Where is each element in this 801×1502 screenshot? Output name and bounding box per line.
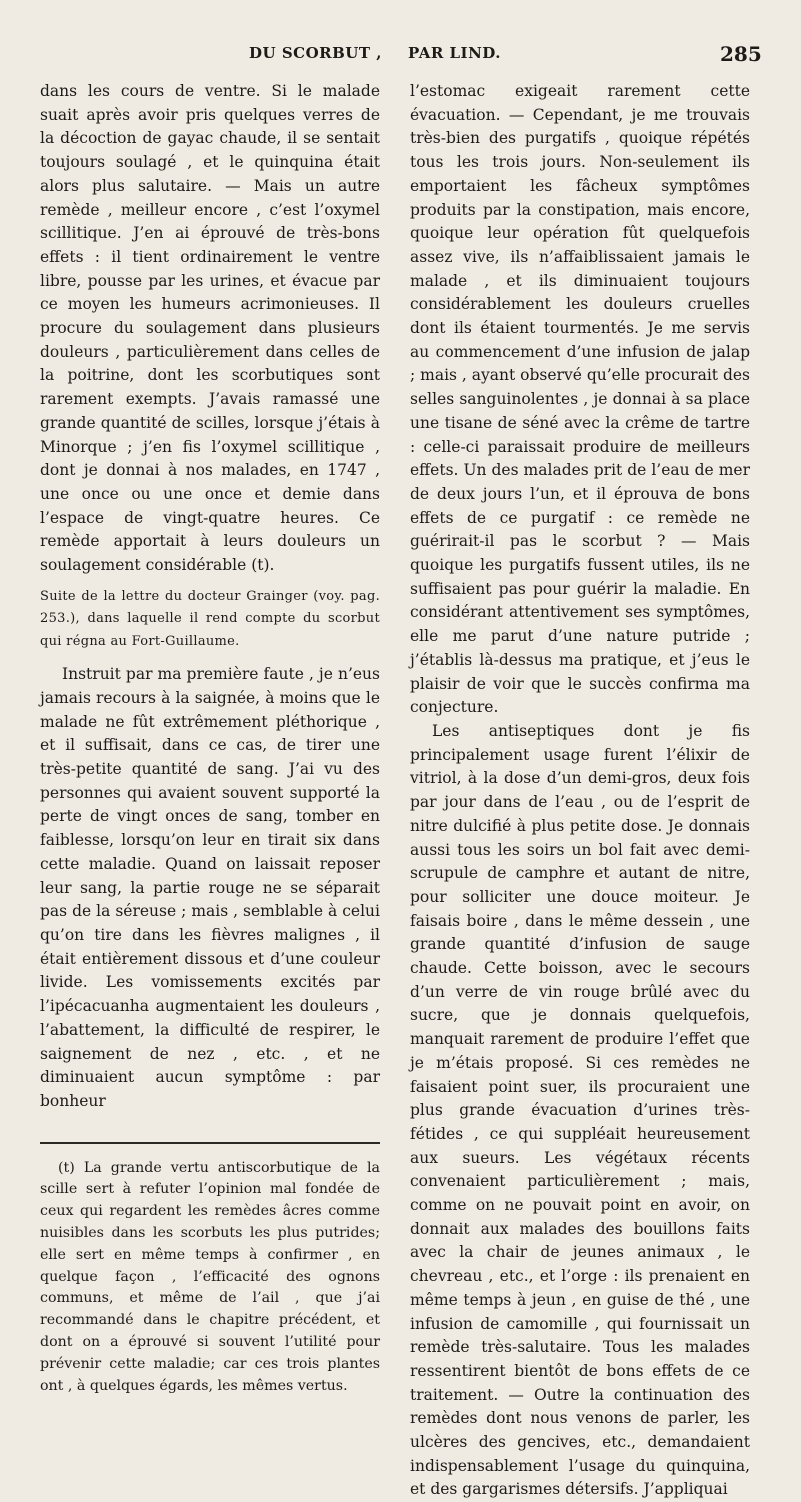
section-heading: Suite de la lettre du docteur Grainger (voy. pag. 253.), dans laquelle il rend compte du scorbut qui régna au Fort-Guillaume. [40,588,380,649]
page-number: 285 [720,42,762,66]
running-head-left: DU SCORBUT , [249,44,382,62]
right-paragraph-1: l’estomac exigeait rarement cette évacuation. — Cependant, je me trouvais très-bien des purgatifs , quoique répétés tous les trois jours. Non-seulement ils emportaient les fâcheux symptômes produits par la constipation, mais encore, quoique leur opération fût quelquefois assez vive, ils n’affaiblissaient jamais le malade , et ils diminuaient toujours considérablement les douleurs cruelles dont ils étaient tourmentés. Je me servis au commencement d’une infusion de jalap ; mais , ayant observé qu’elle procurait des selles sanguinolentes , je donnai à sa place une tisane de séné avec la crême de tartre : celle-ci paraissait produire de meilleurs effets. Un des malades prit de l’eau de mer de deux jours l’un, et il éprouva de bons effets de ce purgatif : ce remède ne guérirait-il pas le scorbut ? — Mais quoique les purgatifs fussent utiles, ils ne suffisaient pas pour guérir la maladie. En considérant attentivement ses symptômes, elle me parut d’une nature putride ; j’établis là-dessus ma pratique, et j’eus le plaisir de voir que le succès confirma ma conjecture. [410,82,750,717]
footnote: (t) La grande vertu antiscorbutique de la scille sert à refuter l’opinion mal fondée de ceux qui regardent les remèdes âcres comme nuisibles dans les scorbuts les plus putrides; elle sert en même temps à confirmer , en quelque façon , l’efficacité des ognons communs, et même de l’ail , que j’ai recommandé dans le chapitre précédent, et dont on a éprouvé si souvent l’utilité pour prévenir cette maladie; car ces trois plantes ont , à quelques égards, les mêmes vertus. [40,1159,380,1394]
right-column [410,80,750,1502]
left-paragraph-2: Instruit par ma première faute , je n’eus jamais recours à la saignée, à moins que le malade ne fût extrêmement pléthorique , et il suffisait, dans ce cas, de tirer une très-petite quantité de sang. J’ai vu des personnes qui avaient souvent supporté la perte de vingt onces de sang, tomber en faiblesse, lorsqu’on leur en tirait six dans cette maladie. Quand on laissait reposer leur sang, la partie rouge ne se séparait pas de la séreuse ; mais , semblable à celui qu’on tire dans les fièvres malignes , il était entièrement dissous et d’une couleur livide. Les vomissements excités par l’ipécacuanha augmentaient les douleurs , l’abattement, la difficulté de respirer, le saignement de nez , etc. , et ne diminuaient aucun symptôme : par bonheur [40,665,380,1110]
left-paragraph-1: dans les cours de ventre. Si le malade suait après avoir pris quelques verres de la décoction de gayac chaude, il se sentait toujours soulagé , et le quinquina était alors plus salutaire. — Mais un autre remède , meilleur encore , c’est l’oxymel scillitique. J’en ai éprouvé de très-bons effets : il tient ordinairement le ventre libre, pousse par les urines, et évacue par ce moyen les humeurs acrimonieuses. Il procure du soulagement dans plusieurs douleurs , particulièrement dans celles de la poitrine, dont les scorbutiques sont rarement exempts. J’avais ramassé une grande quantité de scilles, lorsque j’étais à Minorque ; j’en fis l’oxymel scillitique , dont je donnai à nos malades, en 1747 , une once ou une once et demie dans l’espace de vingt-quatre heures. Ce remède apportait à leurs douleurs un soulagement considérable (t). [40,82,380,575]
left-column [40,80,380,1397]
running-head-right: PAR LIND. [408,44,501,62]
footnote-divider [40,1142,380,1144]
running-head [0,44,801,74]
right-paragraph-2: Les antiseptiques dont je fis principalement usage furent l’élixir de vitriol, à la dose d’un demi-gros, deux fois par jour dans de l’eau , ou de l’esprit de nitre dulcifié à plus petite dose. Je donnais aussi tous les soirs un bol fait avec demi-scrupule de camphre et autant de nitre, pour solliciter une douce moiteur. Je faisais boire , dans le même dessein , une grande quantité d’infusion de sauge chaude. Cette boisson, avec le secours d’un verre de vin rouge brûlé avec du sucre, que je donnais quelquefois, manquait rarement de produire l’effet que je m’étais proposé. Si ces remèdes ne faisaient point suer, ils procuraient une plus grande évacuation d’urines très-fétides , ce qui suppléait heureusement aux sueurs. Les végétaux récents convenaient particulièrement ; mais, comme on ne pouvait point en avoir, on donnait aux malades des bouillons faits avec la chair de jeunes animaux , le chevreau , etc., et l’orge : ils prenaient en même temps à jeun , en guise de thé , une infusion de camomille , qui fournissait un remède très-salutaire. Tous les malades ressentirent bientôt de bons effets de ce traitement. — Outre la continuation des remèdes dont nous venons de parler, les ulcères des gencives, etc., demandaient indispensablement l’usage du quinquina, et des gargarismes détersifs. J’appliquai [410,721,750,1499]
